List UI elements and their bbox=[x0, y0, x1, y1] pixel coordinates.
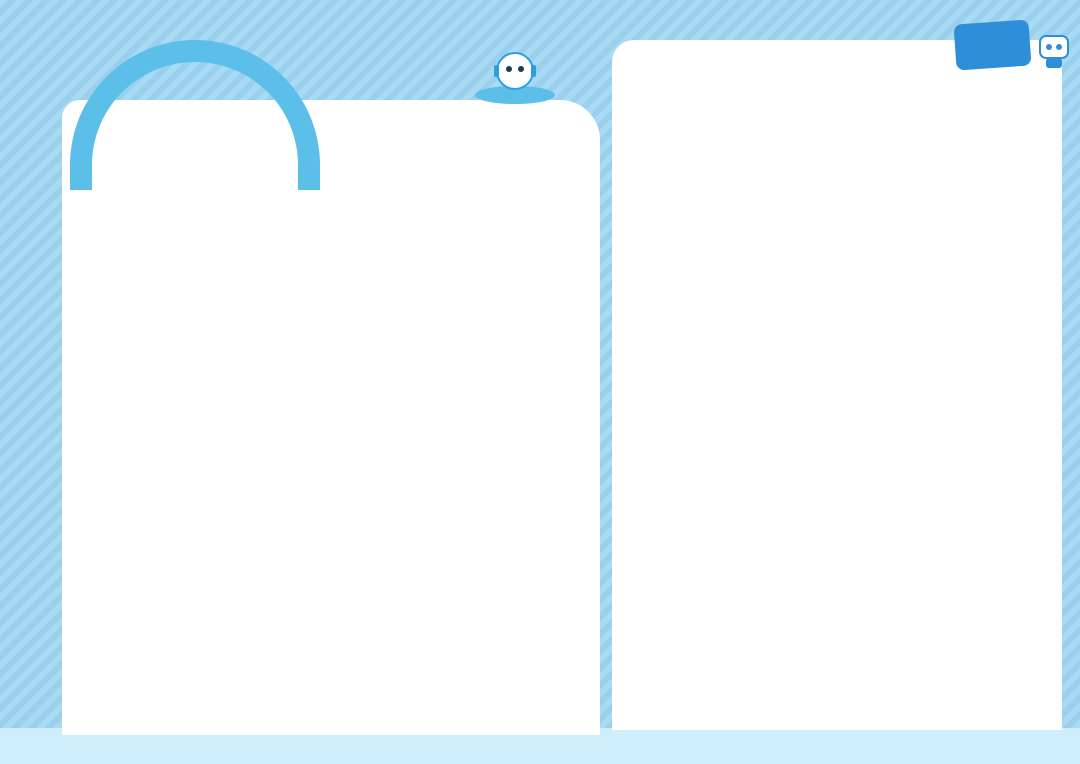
left-page bbox=[62, 100, 600, 735]
right-page bbox=[612, 40, 1062, 730]
robot-head-icon bbox=[1036, 30, 1072, 70]
robot-mascot-icon bbox=[470, 45, 560, 105]
trend-badge bbox=[953, 19, 1031, 70]
